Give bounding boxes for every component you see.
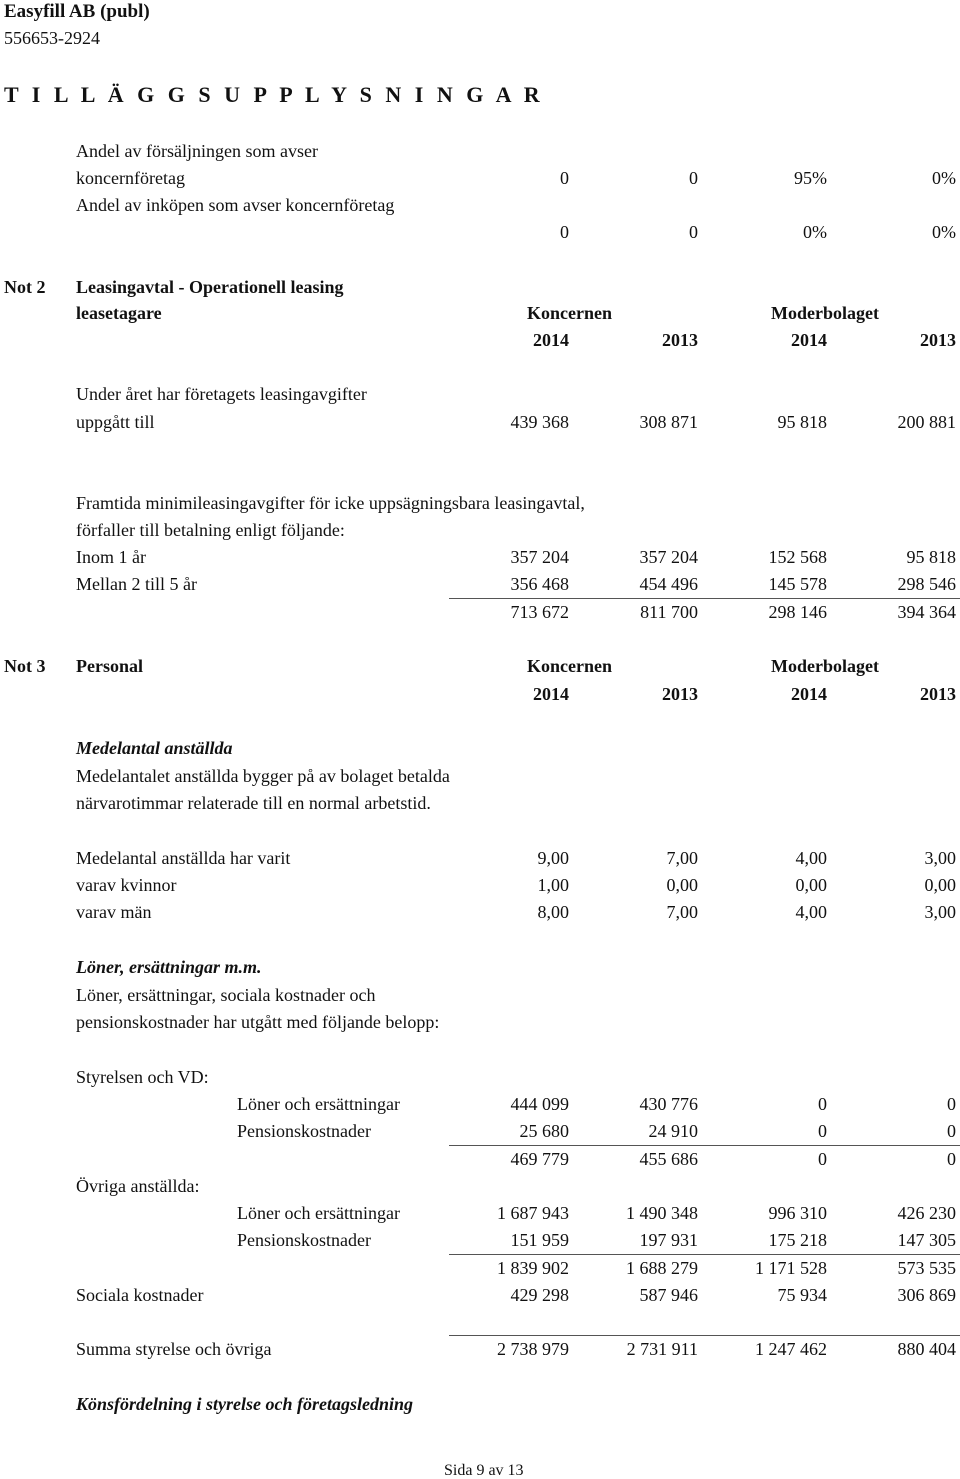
other-row-value: 147 305: [897, 1230, 956, 1250]
sales-share-value: 0%: [932, 168, 956, 188]
board-row-label: Pensionskostnader: [237, 1121, 371, 1141]
note2-label: Not 2: [4, 277, 46, 297]
lease-total-value: 298 146: [768, 602, 827, 622]
sum-divider: [449, 1335, 960, 1336]
sales-share-value: 0: [689, 168, 698, 188]
avg-row-label: varav kvinnor: [76, 875, 177, 895]
board-row-value: 430 776: [639, 1094, 698, 1114]
note3-year-header: 2014: [791, 684, 827, 704]
sum-value: 2 738 979: [497, 1339, 569, 1359]
note2-group-koncernen: Koncernen: [527, 303, 612, 323]
other-row-value: 175 218: [768, 1230, 827, 1250]
lease-row-value: 454 496: [639, 574, 698, 594]
note2-group-moderbolaget: Moderbolaget: [771, 303, 879, 323]
salary-text-1: Löner, ersättningar, sociala kostnader och: [76, 985, 376, 1005]
other-total-value: 1 839 902: [497, 1258, 569, 1278]
sales-share-label-1: Andel av försäljningen som avser: [76, 141, 318, 161]
lease-row-label: Inom 1 år: [76, 547, 146, 567]
avg-row-value: 4,00: [795, 848, 827, 868]
lease-paid-value: 439 368: [510, 412, 569, 432]
lease-total-value: 713 672: [510, 602, 569, 622]
purchase-share-value: 0%: [932, 222, 956, 242]
social-costs-value: 587 946: [639, 1285, 698, 1305]
avg-row-value: 7,00: [666, 848, 698, 868]
lease-paid-label-1: Under året har företagets leasingavgifter: [76, 384, 367, 404]
note2-year-header: 2014: [533, 330, 569, 350]
social-costs-value: 306 869: [897, 1285, 956, 1305]
board-total-value: 0: [818, 1149, 827, 1169]
note2-subtitle: leasetagare: [76, 303, 162, 323]
gender-heading: Könsfördelning i styrelse och företagsledning: [76, 1394, 414, 1414]
avg-row-value: 4,00: [795, 902, 827, 922]
lease-row-value: 95 818: [906, 547, 956, 567]
avg-row-value: 0,00: [666, 875, 698, 895]
sum-label: Summa styrelse och övriga: [76, 1339, 272, 1359]
avg-row-value: 0,00: [924, 875, 956, 895]
avg-row-value: 7,00: [666, 902, 698, 922]
future-lease-label-2: förfaller till betalning enligt följande:: [76, 520, 345, 540]
board-row-value: 0: [818, 1094, 827, 1114]
note3-year-header: 2013: [662, 684, 698, 704]
purchase-share-value: 0: [560, 222, 569, 242]
board-total-value: 469 779: [510, 1149, 569, 1169]
note2-year-header: 2013: [920, 330, 956, 350]
page-number: Sida 9 av 13: [444, 1462, 524, 1479]
avg-row-value: 9,00: [537, 848, 569, 868]
avg-row-value: 1,00: [537, 875, 569, 895]
sum-divider: [449, 1254, 960, 1255]
other-row-label: Löner och ersättningar: [237, 1203, 400, 1223]
board-row-label: Löner och ersättningar: [237, 1094, 400, 1114]
lease-row-value: 298 546: [897, 574, 956, 594]
other-row-value: 1 490 348: [626, 1203, 698, 1223]
social-costs-value: 429 298: [510, 1285, 569, 1305]
sales-share-value: 95%: [794, 168, 827, 188]
note3-year-header: 2013: [920, 684, 956, 704]
salary-text-2: pensionskostnader har utgått med följande belopp:: [76, 1012, 440, 1032]
lease-paid-value: 308 871: [639, 412, 698, 432]
other-row-value: 426 230: [897, 1203, 956, 1223]
note2-year-header: 2014: [791, 330, 827, 350]
avg-row-value: 3,00: [924, 902, 956, 922]
other-total-value: 1 688 279: [626, 1258, 698, 1278]
other-row-value: 996 310: [768, 1203, 827, 1223]
board-label: Styrelsen och VD:: [76, 1067, 209, 1087]
avg-employees-heading: Medelantal anställda: [76, 738, 233, 758]
avg-employees-text-2: närvarotimmar relaterade till en normal arbetstid.: [76, 793, 431, 813]
lease-row-value: 145 578: [768, 574, 827, 594]
sum-divider: [449, 1145, 960, 1146]
org-number: 556653-2924: [4, 28, 100, 48]
social-costs-label: Sociala kostnader: [76, 1285, 204, 1305]
lease-total-value: 394 364: [897, 602, 956, 622]
sum-value: 1 247 462: [755, 1339, 827, 1359]
other-row-value: 197 931: [639, 1230, 698, 1250]
purchase-share-value: 0%: [803, 222, 827, 242]
other-row-value: 1 687 943: [497, 1203, 569, 1223]
note3-group-moderbolaget: Moderbolaget: [771, 656, 879, 676]
board-row-value: 0: [947, 1094, 956, 1114]
note3-group-koncernen: Koncernen: [527, 656, 612, 676]
board-row-value: 0: [818, 1121, 827, 1141]
avg-row-label: varav män: [76, 902, 152, 922]
avg-row-label: Medelantal anställda har varit: [76, 848, 291, 868]
board-row-value: 0: [947, 1121, 956, 1141]
note2-title: Leasingavtal - Operationell leasing: [76, 277, 344, 297]
sum-divider: [449, 598, 960, 599]
avg-employees-text-1: Medelantalet anställda bygger på av bolaget betalda: [76, 766, 450, 786]
board-total-value: 455 686: [639, 1149, 698, 1169]
note3-year-header: 2014: [533, 684, 569, 704]
lease-row-label: Mellan 2 till 5 år: [76, 574, 197, 594]
lease-row-value: 357 204: [510, 547, 569, 567]
note2-year-header: 2013: [662, 330, 698, 350]
sales-share-value: 0: [560, 168, 569, 188]
lease-row-value: 356 468: [510, 574, 569, 594]
lease-total-value: 811 700: [640, 602, 698, 622]
future-lease-label-1: Framtida minimileasingavgifter för icke uppsägningsbara leasingavtal,: [76, 493, 585, 513]
board-row-value: 25 680: [519, 1121, 569, 1141]
purchase-share-value: 0: [689, 222, 698, 242]
section-title: T I L L Ä G G S U P P L Y S N I N G A R: [4, 82, 541, 107]
sum-value: 2 731 911: [626, 1339, 698, 1359]
avg-row-value: 0,00: [795, 875, 827, 895]
other-total-value: 573 535: [897, 1258, 956, 1278]
lease-paid-value: 95 818: [777, 412, 827, 432]
avg-row-value: 8,00: [537, 902, 569, 922]
other-total-value: 1 171 528: [755, 1258, 827, 1278]
board-row-value: 444 099: [510, 1094, 569, 1114]
lease-paid-label-2: uppgått till: [76, 412, 155, 432]
board-row-value: 24 910: [648, 1121, 698, 1141]
avg-row-value: 3,00: [924, 848, 956, 868]
lease-row-value: 357 204: [639, 547, 698, 567]
sales-share-label-2: koncernföretag: [76, 168, 185, 188]
other-employees-label: Övriga anställda:: [76, 1176, 200, 1196]
salary-heading: Löner, ersättningar m.m.: [76, 957, 262, 977]
other-row-label: Pensionskostnader: [237, 1230, 371, 1250]
social-costs-value: 75 934: [777, 1285, 827, 1305]
sum-value: 880 404: [897, 1339, 956, 1359]
lease-row-value: 152 568: [768, 547, 827, 567]
note3-label: Not 3: [4, 656, 46, 676]
lease-paid-value: 200 881: [897, 412, 956, 432]
other-row-value: 151 959: [510, 1230, 569, 1250]
note3-title: Personal: [76, 656, 143, 676]
company-name: Easyfill AB (publ): [4, 1, 150, 22]
purchase-share-label: Andel av inköpen som avser koncernföretag: [76, 195, 395, 215]
board-total-value: 0: [947, 1149, 956, 1169]
